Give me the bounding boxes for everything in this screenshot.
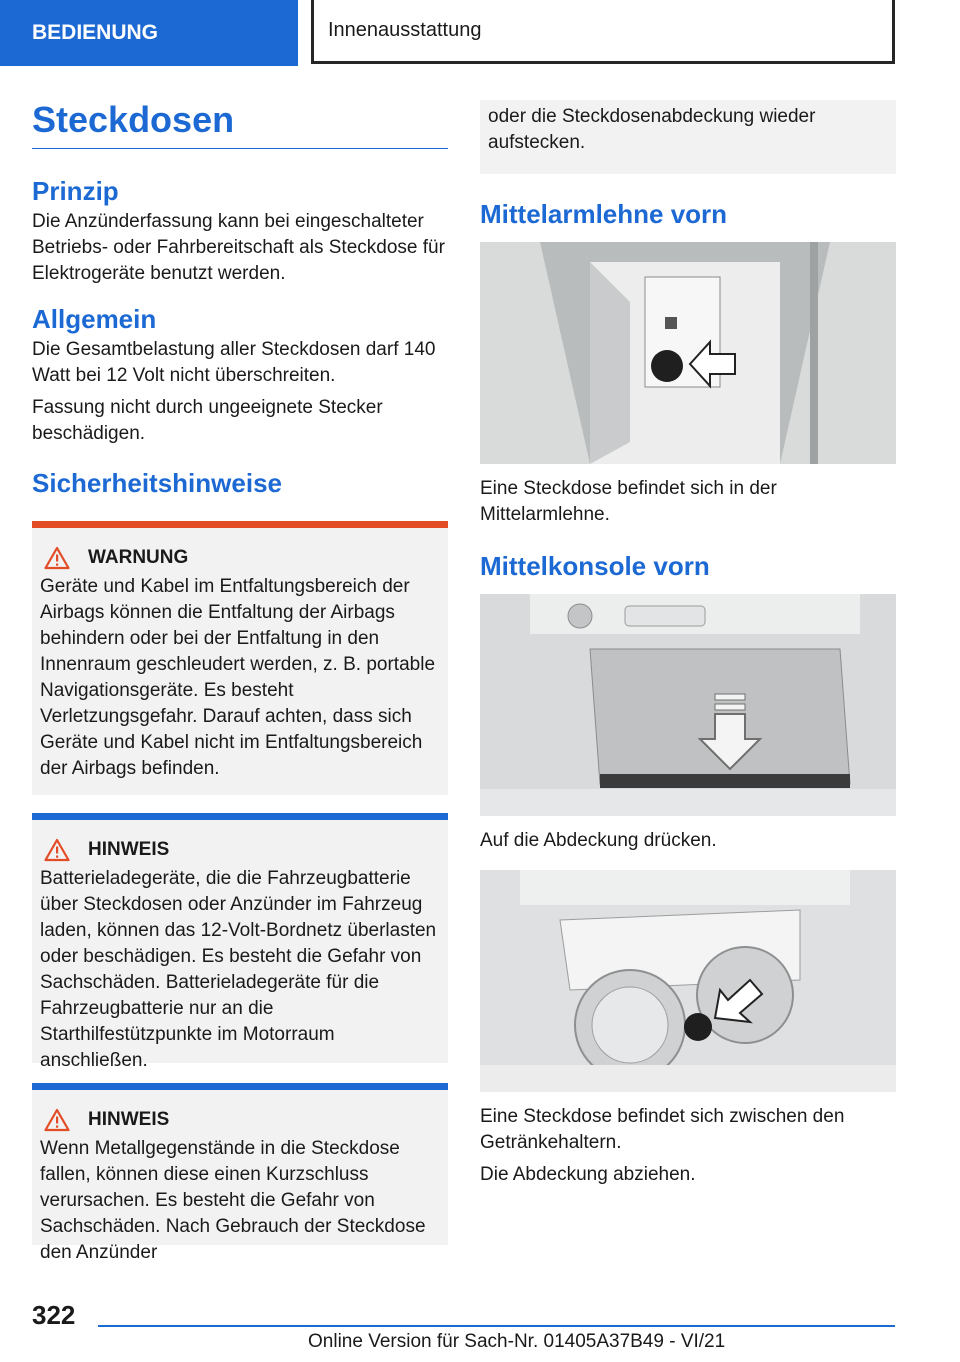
konsole-caption-1: Auf die Abdeckung drücken. (480, 830, 717, 851)
left-column (32, 99, 448, 1263)
chapter-label: Innenausstattung (328, 19, 482, 41)
warning-triangle-icon (44, 838, 70, 862)
cupholder-socket-image (480, 870, 896, 1092)
heading-sicherheit: Sicherheitshinweise (32, 468, 282, 498)
note-label-1: HINWEIS (88, 839, 170, 860)
warning-box (32, 521, 448, 795)
warning-triangle-icon (44, 546, 70, 570)
warning-triangle-icon (44, 1108, 70, 1132)
note-text-1: Batterieladegeräte, die die Fahrzeugbatterie über Steckdosen oder Anzünder im Fahrzeug laden, können das 12-Volt-Bordnetz überlasten oder beschädigen. Es besteht die Gefahr von Sachschäden. Batterieladegeräte für die Fahrzeugbatterie nur an die Starthilfestützpunkte im Motorraum anschließen. (40, 868, 437, 1071)
heading-konsole: Mittelkonsole vorn (480, 551, 710, 581)
warning-label: WARNUNG (88, 547, 189, 568)
note-title-2 (40, 1090, 440, 1132)
right-column (480, 100, 896, 1188)
armrest-socket-image (480, 242, 896, 464)
konsole-caption-2: Eine Steckdose befindet sich zwischen den Getränkehaltern. (480, 1106, 845, 1153)
page-number: 322 (32, 1300, 76, 1330)
warning-text: Geräte und Kabel im Entfaltungsbereich der Airbags können die Entfaltung der Airbags behindern oder bei der Entfaltung in den Innenraum geschleudert werden, z. B. portable Navigationsgeräte. Es besteht Verletzungsgefahr. Darauf achten, dass sich Geräte und Kabel nicht im Entfaltungsbereich der Airbags befinden. (40, 576, 436, 779)
heading-armlehne: Mittelarmlehne vorn (480, 199, 728, 229)
footer-divider (98, 1325, 895, 1327)
warning-title (40, 528, 440, 570)
note-box-2-continued (480, 100, 896, 174)
chapter-header (311, 0, 895, 64)
footer-text: Online Version für Sach-Nr. 01405A37B49 - VI/21 (308, 1331, 726, 1352)
note-text-2: Wenn Metallgegenstände in die Steckdose fallen, können diese einen Kurzschluss verursachen. Es besteht die Gefahr von Sachschäden. Nach Gebrauch der Steckdose den Anzünder (40, 1138, 426, 1263)
konsole-caption-3: Die Abdeckung abziehen. (480, 1164, 696, 1185)
armlehne-caption: Eine Steckdose befindet sich in der Mittelarmlehne. (480, 478, 777, 525)
note-label-2: HINWEIS (88, 1109, 170, 1130)
prinzip-text: Die Anzünderfassung kann bei eingeschalteter Betriebs- oder Fahrbereitschaft als Steckdose für Elektrogeräte benutzt werden. (32, 211, 445, 284)
note-title-1 (40, 820, 440, 862)
page-title: Steckdosen (32, 100, 448, 149)
note-box-2 (32, 1083, 448, 1263)
allgemein-text-1: Die Gesamtbelastung aller Steckdosen darf 140 Watt bei 12 Volt nicht überschreiten. (32, 339, 436, 386)
section-label: BEDIENUNG (32, 21, 159, 44)
note-box-1 (32, 813, 448, 1071)
console-cover-image (480, 594, 896, 816)
heading-allgemein: Allgemein (32, 304, 157, 334)
section-tab (0, 0, 298, 66)
heading-prinzip: Prinzip (32, 176, 119, 206)
note-text-2-continued: oder die Steckdosenabdeckung wieder aufstecken. (488, 106, 816, 153)
allgemein-text-2: Fassung nicht durch ungeeignete Stecker beschädigen. (32, 397, 383, 444)
